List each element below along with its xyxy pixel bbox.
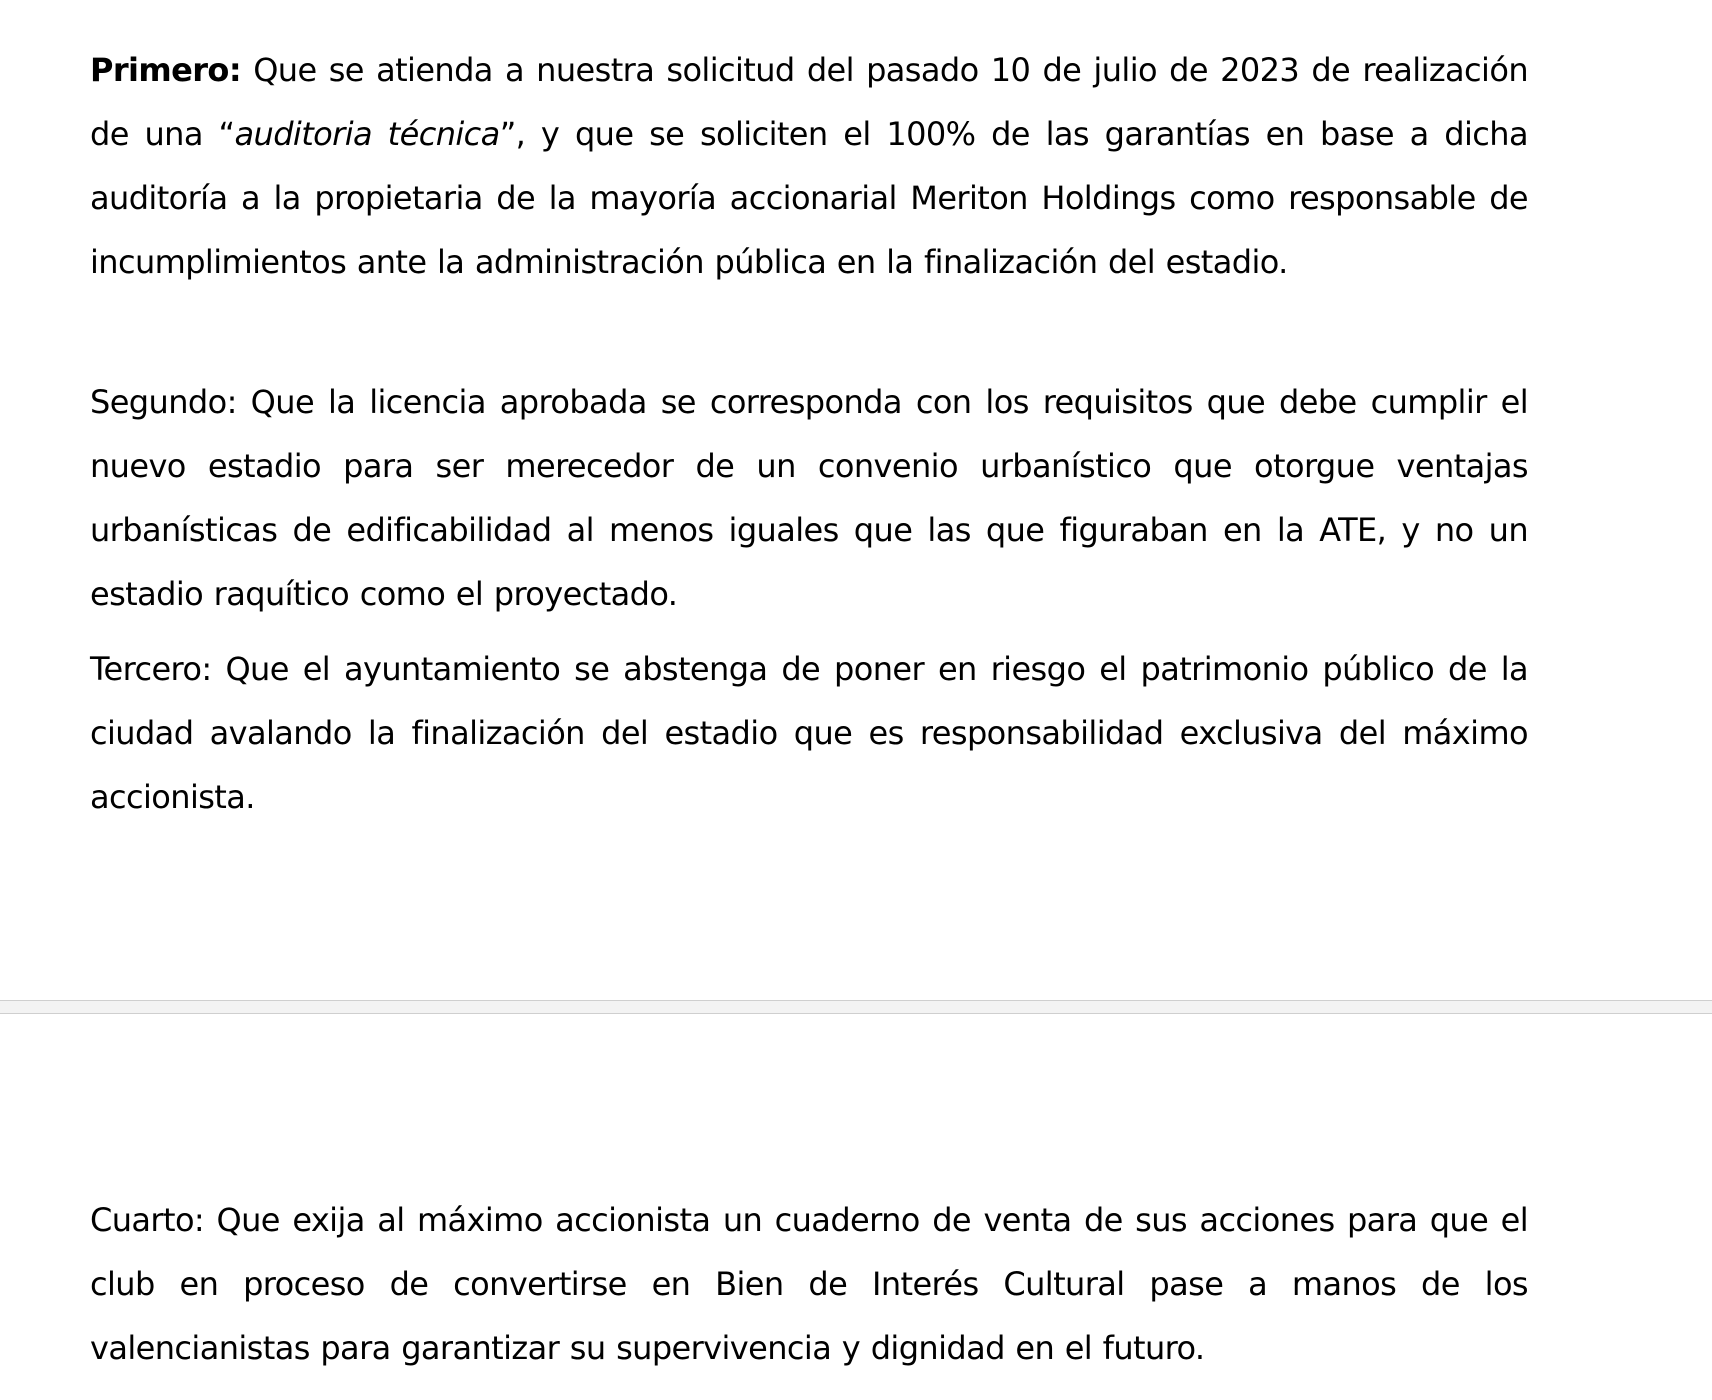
emphasis-text: auditoria técnica <box>234 115 500 153</box>
document-page-2 <box>0 1014 1712 1400</box>
paragraph-label-primero: Primero: <box>90 51 242 89</box>
paragraph-primero <box>90 38 1528 294</box>
paragraph-text: Que se atienda a nuestra solicitud del pasado 10 de julio de 2023 de realización de una “ <box>90 51 1528 153</box>
page-break-separator <box>0 1000 1712 1014</box>
paragraph-text: ”, y que se soliciten el 100% de las garantías en base a dicha auditoría a la propietaria de la mayoría accionarial Meriton Holdings como responsable de incumplimientos ante la administración pública en la finalización del estadio. <box>90 115 1528 281</box>
paragraph-segundo: Segundo: Que la licencia aprobada se corresponda con los requisitos que debe cumplir el nuevo estadio para ser merecedor de un convenio urbanístico que otorgue ventajas urbanísticas de edificabilidad al menos iguales que las que figuraban en la ATE, y no un estadio raquítico como el proyectado. <box>90 383 1528 613</box>
paragraph-cuarto: Cuarto: Que exija al máximo accionista un cuaderno de venta de sus acciones para que el club en proceso de convertirse en Bien de Interés Cultural pase a manos de los valencianistas para garantizar su supervivencia y dignidad en el futuro. <box>90 1201 1528 1367</box>
paragraph-tercero: Tercero: Que el ayuntamiento se abstenga de poner en riesgo el patrimonio público de la ciudad avalando la finalización del estadio que es responsabilidad exclusiva del máximo accionista. <box>90 650 1528 816</box>
